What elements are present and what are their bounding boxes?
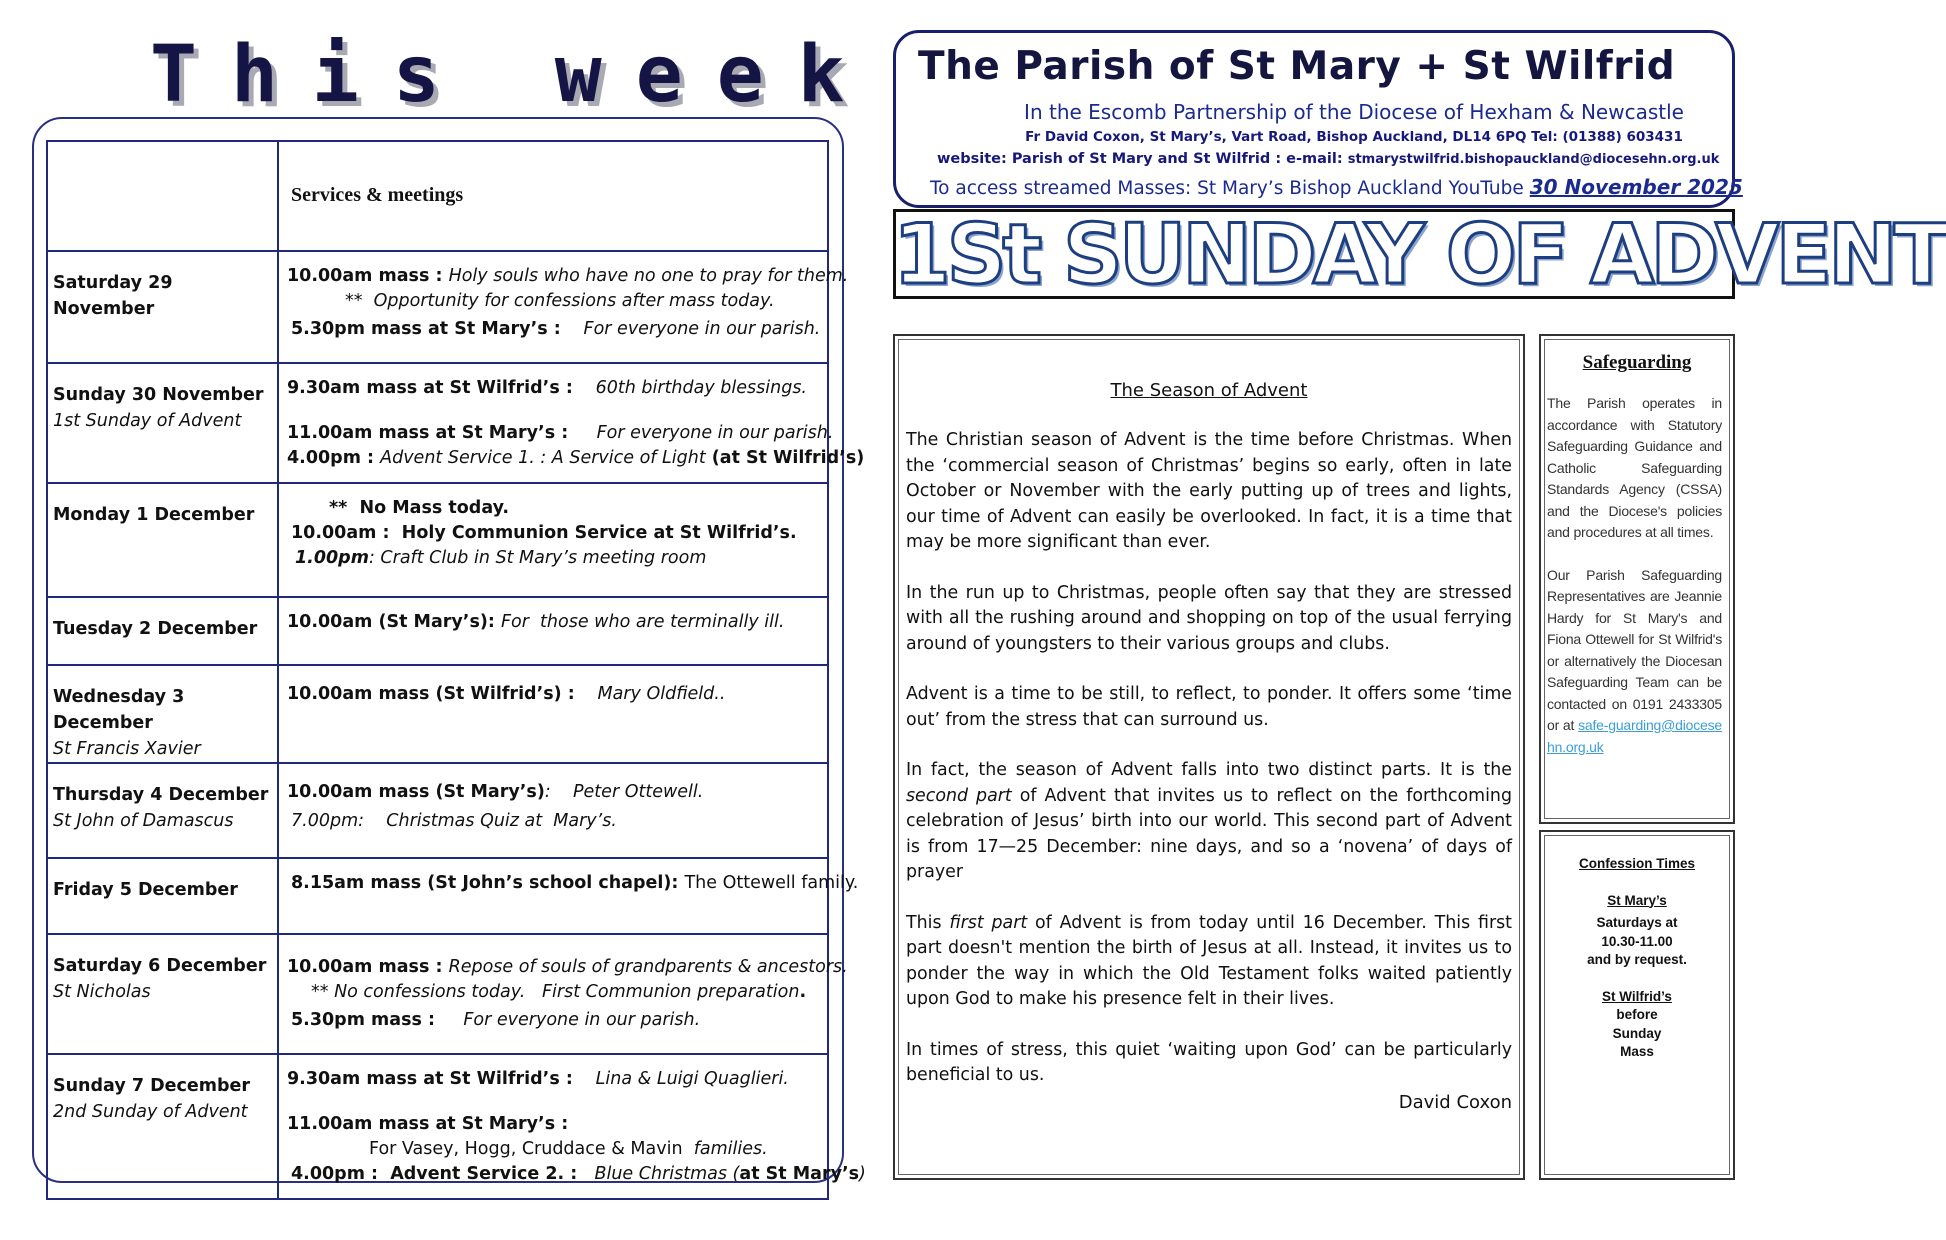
- day-title: Monday 1 December: [53, 505, 255, 525]
- feast-day: 1st Sunday of Advent: [53, 411, 242, 431]
- schedule-row: [47, 363, 828, 483]
- newsletter-date: 30 November 2025: [1529, 175, 1743, 199]
- website-label: website: Parish of St Mary and St Wilfrid : e-mail:: [937, 151, 1348, 167]
- event-line: [287, 376, 827, 401]
- day-cell: [47, 763, 278, 858]
- events-cell: [278, 363, 865, 483]
- article-paragraph: The Christian season of Advent is the time before Christmas. When the ‘commercial season of Christmas’ begins so early, often in late October or November with the early putting up of trees and lights, our time of Advent can easily be overlooked. In fact, it is a time that may be more significant than ever.: [906, 430, 1512, 552]
- parish-title: The Parish of St Mary + St Wilfrid: [918, 44, 1676, 89]
- article-text: This: [906, 912, 950, 933]
- event-time: 9.30am mass at St Wilfrid’s :: [287, 1069, 579, 1089]
- event-time: ** No Mass today.: [329, 498, 510, 518]
- event-intention: ** Opportunity for confessions after mass today.: [345, 291, 775, 311]
- schedule-row: [47, 763, 828, 858]
- day-cell: [47, 597, 278, 665]
- article-heading: The Season of Advent: [1110, 380, 1308, 401]
- event-time: 5.30pm mass :: [291, 1010, 442, 1030]
- event-line: [287, 980, 827, 1005]
- confession-line: and by request.: [1587, 952, 1687, 967]
- events-cell: [278, 665, 828, 763]
- confession-times: [1539, 855, 1735, 1062]
- event-line: [287, 780, 827, 805]
- event-line: [287, 264, 849, 289]
- events-cell: [278, 251, 849, 363]
- schedule-table: [46, 140, 866, 1200]
- article-paragraph: [906, 758, 1512, 886]
- event-detail: The Ottewell family.: [684, 873, 859, 893]
- event-detail: For Vasey, Hogg, Cruddace & Mavin: [369, 1139, 694, 1159]
- website-line: [937, 151, 1727, 167]
- event-line: [287, 496, 827, 521]
- event-intention: For everyone in our parish.: [441, 1010, 701, 1030]
- event-line: [287, 401, 827, 421]
- event-intention: For those who are terminally ill.: [500, 612, 785, 632]
- event-line: [287, 446, 865, 471]
- day-title: Friday 5 December: [53, 880, 238, 900]
- events-cell: [278, 1054, 866, 1199]
- article-text: of Advent that invites us to reflect on the forthcoming celebration of Jesus’ birth into our world. This second part of Advent is from 17—25 December: nine days, and so a ‘novena’ of days of prayer: [906, 785, 1512, 882]
- event-intention: Repose of souls of grandparents & ancestors.: [448, 957, 848, 977]
- day-title: Thursday 4 December: [53, 785, 269, 805]
- article-paragraph: Advent is a time to be still, to reflect, to ponder. It offers some ‘time out’ from the stress that can surround us.: [906, 684, 1512, 730]
- event-location: .: [799, 982, 807, 1002]
- event-intention: Advent Service 1. : A Service of Light: [380, 448, 706, 468]
- event-time: 4.00pm : Advent Service 2. :: [291, 1164, 584, 1184]
- event-time: 1.00pm: [295, 548, 369, 568]
- article-emphasis: second part: [906, 785, 1012, 806]
- day-title: Tuesday 2 December: [53, 619, 258, 639]
- event-time: 9.30am mass at St Wilfrid’s :: [287, 378, 579, 398]
- event-time: 10.00am (St Mary’s):: [287, 612, 501, 632]
- event-intention: Mary Oldfield..: [580, 684, 726, 704]
- confession-church-st-marys: St Mary’s: [1607, 892, 1667, 908]
- article-text: of Advent is from today until 16 December. This first part doesn't mention the birth of Jesus at all. Instead, it invites us to ponder the way in which the Old Testament folks waited patiently upon God to make his presence felt in their lives.: [906, 912, 1512, 1009]
- day-cell: [47, 858, 278, 934]
- schedule-row: [47, 1054, 828, 1199]
- event-location: at St Mary’s: [739, 1164, 860, 1184]
- event-time: 10.00am mass (St Wilfrid’s) :: [287, 684, 581, 704]
- confession-line: Mass: [1620, 1044, 1654, 1059]
- event-line: [287, 1067, 827, 1092]
- safeguarding-title: Safeguarding: [1582, 352, 1692, 373]
- schedule-row: [47, 858, 828, 934]
- day-cell: [47, 363, 278, 483]
- confession-line: Saturdays at: [1596, 915, 1678, 930]
- events-cell: [278, 483, 828, 597]
- safeguarding-text: Our Parish Safeguarding Representatives are Jeannie Hardy for St Mary's and Fiona Ottewell for St Wilfrid's or alternatively the Diocesan Safeguarding Team can be contacted on 0191 2433305 or at: [1547, 566, 1722, 733]
- schedule-row: [47, 934, 828, 1054]
- day-title: Saturday 6 December: [53, 956, 267, 976]
- event-time: 5.30pm mass at St Mary’s :: [291, 319, 567, 339]
- events-cell: [278, 597, 828, 665]
- event-line: [287, 546, 827, 571]
- event-line: [287, 1137, 827, 1162]
- event-time: 11.00am mass at St Mary’s :: [287, 1114, 569, 1134]
- event-time: 10.00am mass :: [287, 266, 449, 286]
- stream-line: [930, 175, 1743, 199]
- article-author: David Coxon: [1398, 1092, 1512, 1113]
- event-line: [287, 521, 827, 546]
- event-intention: Blue Christmas (: [583, 1164, 740, 1184]
- feast-day: 2nd Sunday of Advent: [53, 1102, 248, 1122]
- header-services-cell: [278, 141, 828, 251]
- event-line: [287, 682, 827, 707]
- confession-line: Sunday: [1612, 1025, 1662, 1041]
- event-intention: 7.00pm: Christmas Quiz at Mary’s.: [291, 811, 617, 831]
- day-title: Sunday 7 December: [53, 1076, 250, 1096]
- safeguarding-email-link[interactable]: safe-guarding@diocesehn.org.uk: [1547, 717, 1722, 755]
- day-cell: [47, 483, 278, 597]
- day-title: Sunday 30 November: [53, 385, 264, 405]
- partnership-line: In the Escomb Partnership of the Diocese of Hexham & Newcastle: [1024, 100, 1684, 124]
- schedule-row: [47, 483, 828, 597]
- feast-day: St Nicholas: [53, 982, 151, 1002]
- event-time: 4.00pm :: [287, 448, 381, 468]
- advent-banner: 1St SUNDAY OF ADVENT: [893, 206, 1946, 303]
- feast-day: St John of Damascus: [53, 811, 234, 831]
- schedule-row: [47, 251, 828, 363]
- event-line: [287, 421, 834, 446]
- event-intention: : Craft Club in St Mary’s meeting room: [368, 548, 707, 568]
- events-cell: [278, 763, 828, 858]
- confession-church-st-wilfrids: St Wilfrid’s: [1602, 988, 1672, 1004]
- event-line: [287, 871, 859, 896]
- article-paragraph: In the run up to Christmas, people often say that they are stressed with all the rushing around and shopping on top of the usual ferrying around of youngsters to their various groups and clubs.: [906, 582, 1512, 654]
- day-cell: [47, 1054, 278, 1199]
- article-body: [906, 428, 1512, 1114]
- event-line: [287, 955, 848, 980]
- event-line: [287, 1092, 827, 1112]
- table-header-row: [47, 141, 828, 251]
- event-line: [287, 317, 827, 342]
- event-line: [287, 1112, 827, 1137]
- event-time: 10.00am : Holy Communion Service at St Wilfrid’s.: [291, 523, 797, 543]
- event-detail: families.: [693, 1139, 768, 1159]
- schedule-row: [47, 597, 828, 665]
- article-emphasis: first part: [949, 912, 1028, 933]
- event-time: 10.00am mass :: [287, 957, 449, 977]
- header-empty-cell: [47, 141, 278, 251]
- confession-title: Confession Times: [1578, 856, 1696, 871]
- events-cell: [278, 858, 859, 934]
- event-intention: : Peter Ottewell.: [544, 782, 704, 802]
- event-time: 11.00am mass at St Mary’s :: [287, 423, 575, 443]
- this-week-title: This week: [150, 30, 879, 120]
- event-intention: For everyone in our parish.: [574, 423, 834, 443]
- event-detail: ): [859, 1164, 866, 1184]
- day-cell: [47, 665, 278, 763]
- priest-contact-line: Fr David Coxon, St Mary’s, Vart Road, Bishop Auckland, DL14 6PQ Tel: (01388) 603431: [1025, 129, 1683, 145]
- event-location: (at St Wilfrid’s): [705, 448, 865, 468]
- safeguarding-paragraph: [1547, 565, 1722, 759]
- article-text: In fact, the season of Advent falls into two distinct parts. It is the: [906, 760, 1512, 780]
- confession-line: before: [1616, 1007, 1658, 1022]
- events-cell: [278, 934, 848, 1054]
- safeguarding-body: [1547, 393, 1722, 779]
- event-intention: Lina & Luigi Quaglieri.: [578, 1069, 789, 1089]
- services-meetings-heading: Services & meetings: [291, 184, 464, 206]
- event-line: [287, 289, 827, 314]
- event-time: 8.15am mass (St John’s school chapel):: [291, 873, 685, 893]
- day-title: Saturday 29 November: [53, 273, 173, 319]
- day-title: Wednesday 3 December: [53, 687, 185, 733]
- event-intention: For everyone in our parish.: [566, 319, 821, 339]
- day-cell: [47, 251, 278, 363]
- event-line: [287, 1162, 866, 1187]
- event-line: [287, 610, 827, 635]
- feast-day: St Francis Xavier: [53, 739, 201, 759]
- event-intention: Holy souls who have no one to pray for them.: [448, 266, 849, 286]
- event-line: [287, 1008, 827, 1033]
- event-intention: 60th birthday blessings.: [578, 378, 807, 398]
- event-intention: ** No confessions today. First Communion preparation: [311, 982, 800, 1002]
- event-line: [287, 809, 827, 834]
- article-paragraph: In times of stress, this quiet ‘waiting upon God’ can be particularly beneficial to us.: [906, 1039, 1512, 1085]
- article-paragraph: [906, 911, 1512, 1013]
- event-time: 10.00am mass (St Mary’s): [287, 782, 545, 802]
- safeguarding-paragraph: The Parish operates in accordance with Statutory Safeguarding Guidance and Catholic Safeguarding Standards Agency (CSSA) and the Diocese's policies and procedures at all times.: [1547, 395, 1722, 540]
- schedule-row: [47, 665, 828, 763]
- confession-line: 10.30-11.00: [1601, 933, 1673, 949]
- day-cell: [47, 934, 278, 1054]
- stream-text: To access streamed Masses: St Mary’s Bishop Auckland YouTube: [930, 178, 1524, 199]
- email-address[interactable]: stmarystwilfrid.bishopauckland@diocesehn.org.uk: [1347, 152, 1720, 167]
